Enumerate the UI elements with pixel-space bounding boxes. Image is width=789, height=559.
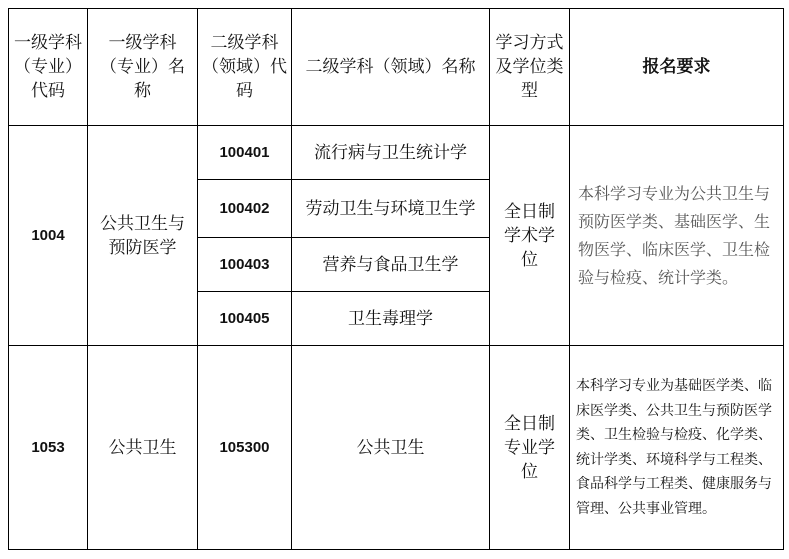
header-requirements: 报名要求 <box>570 9 784 126</box>
requirements-text: 本科学习专业为公共卫生与预防医学类、基础医学、生物医学、临床医学、卫生检验与检疫、统计学类。 <box>570 126 784 346</box>
second-level-code: 100401 <box>198 126 292 180</box>
second-level-name: 营养与食品卫生学 <box>292 238 490 292</box>
first-level-code: 1053 <box>9 346 88 550</box>
first-level-code: 1004 <box>9 126 88 346</box>
table-header-row <box>9 9 784 126</box>
requirements-text: 本科学习专业为基础医学类、临床医学类、公共卫生与预防医学类、卫生检验与检疫、化学类、统计学类、环境科学与工程类、食品科学与工程类、健康服务与管理、公共事业管理。 <box>570 346 784 550</box>
study-type: 全日制学术学位 <box>490 126 570 346</box>
header-first-level-name: 一级学科（专业）名称 <box>88 9 198 126</box>
second-level-name: 劳动卫生与环境卫生学 <box>292 180 490 238</box>
admission-table <box>8 8 784 550</box>
table-row <box>9 126 784 180</box>
second-level-code: 100405 <box>198 292 292 346</box>
header-second-level-name: 二级学科（领域）名称 <box>292 9 490 126</box>
header-study-mode: 学习方式及学位类型 <box>490 9 570 126</box>
second-level-name: 流行病与卫生统计学 <box>292 126 490 180</box>
second-level-code: 100402 <box>198 180 292 238</box>
header-second-level-code: 二级学科（领域）代码 <box>198 9 292 126</box>
second-level-name: 公共卫生 <box>292 346 490 550</box>
first-level-name: 公共卫生 <box>88 346 198 550</box>
study-type: 全日制专业学位 <box>490 346 570 550</box>
second-level-code: 105300 <box>198 346 292 550</box>
second-level-name: 卫生毒理学 <box>292 292 490 346</box>
table-row <box>9 346 784 550</box>
second-level-code: 100403 <box>198 238 292 292</box>
header-first-level-code: 一级学科（专业）代码 <box>9 9 88 126</box>
first-level-name: 公共卫生与预防医学 <box>88 126 198 346</box>
